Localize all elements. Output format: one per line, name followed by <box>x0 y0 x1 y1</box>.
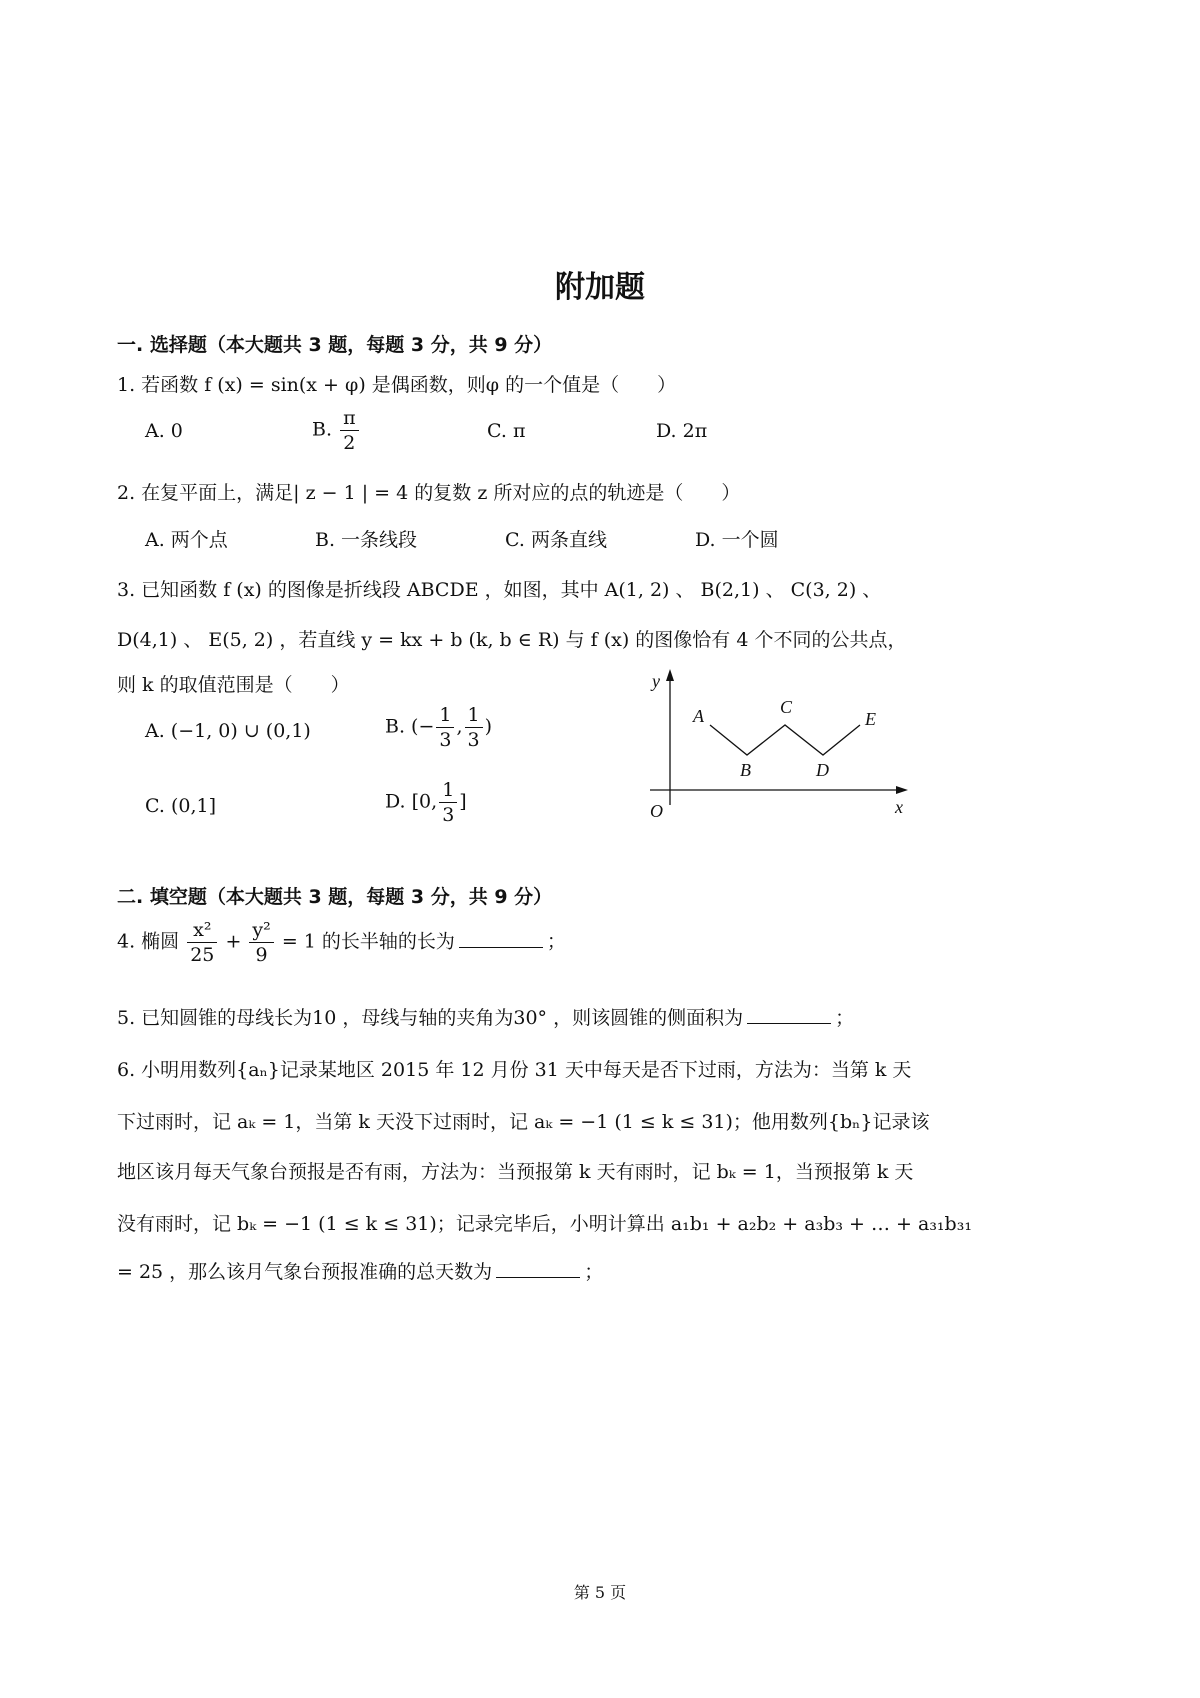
page-title: 附加题 <box>555 270 645 305</box>
y-axis-arrow <box>666 669 674 681</box>
q4-prefix: 4. 椭圆 <box>117 930 180 953</box>
q3-d-num: 1 <box>439 778 457 803</box>
q1-option-b-fraction <box>340 406 359 455</box>
q5-text: 5. 已知圆锥的母线长为10 ，母线与轴的夹角为30° ，则该圆锥的侧面积为 <box>117 1007 744 1029</box>
q4-line <box>117 918 566 967</box>
q4-end: ； <box>546 930 566 953</box>
q3-b-prefix: B. (− <box>385 715 435 738</box>
q6-answer-blank[interactable] <box>496 1259 580 1278</box>
q4-fraction-x <box>187 918 217 967</box>
q1-option-b-label: B. <box>312 418 333 441</box>
x-axis-label: x <box>895 797 903 817</box>
x-axis-arrow <box>896 786 908 794</box>
q6-end: ； <box>584 1261 604 1283</box>
q4-num-x: x² <box>187 918 217 943</box>
q3-polyline-graph <box>630 665 920 825</box>
q3-b-fraction-2 <box>465 703 483 752</box>
q5-line <box>117 1003 854 1030</box>
q6-line-3: 地区该月每天气象台预报是否有雨，方法为：当预报第 k 天有雨时，记 bₖ = 1，当预报第 k 天 <box>117 1161 914 1183</box>
point-d-label: D <box>816 760 829 780</box>
section-1-heading: 一. 选择题（本大题共 3 题，每题 3 分，共 9 分） <box>117 334 553 356</box>
q4-suffix: = 1 的长半轴的长为 <box>281 930 455 953</box>
q4-num-y: y² <box>249 918 273 943</box>
q5-end: ； <box>835 1007 855 1029</box>
q6-line-2: 下过雨时，记 aₖ = 1，当第 k 天没下过雨时，记 aₖ = −1 (1 ≤ k ≤ 31)；他用数列{bₙ}记录该 <box>117 1111 930 1133</box>
point-a-label: A <box>693 706 704 726</box>
section-2-heading: 二. 填空题（本大题共 3 题，每题 3 分，共 9 分） <box>117 886 553 908</box>
q1-option-c: C. π <box>487 420 526 442</box>
q4-den-x: 25 <box>190 944 215 966</box>
q3-b-num-2: 1 <box>465 703 483 728</box>
q6-line-4: 没有雨时，记 bₖ = −1 (1 ≤ k ≤ 31)；记录完毕后，小明计算出 a₁b₁ + a₂b₂ + a₃b₃ + … + a₃₁b₃₁ <box>117 1213 972 1235</box>
polyline-abcde <box>710 725 860 755</box>
q1-option-d: D. 2π <box>656 420 708 442</box>
q2-option-b: B. 一条线段 <box>315 529 418 551</box>
q2-option-a: A. 两个点 <box>145 529 228 551</box>
point-c-label: C <box>780 697 793 717</box>
q4-answer-blank[interactable] <box>459 929 543 948</box>
q6-line-5 <box>117 1257 603 1284</box>
q3-b-comma: , <box>456 715 463 738</box>
q6-line-1: 6. 小明用数列{aₙ}记录某地区 2015 年 12 月份 31 天中每天是否下过雨，方法为：当第 k 天 <box>117 1059 912 1081</box>
origin-label: O <box>650 801 663 821</box>
q3-b-den-1: 3 <box>439 729 452 751</box>
q3-option-c: C. (0,1] <box>145 795 216 817</box>
q3-d-suffix: ] <box>459 790 467 813</box>
q1-option-a: A. 0 <box>145 420 183 442</box>
q3-d-prefix: D. [0, <box>385 790 438 813</box>
q3-option-d <box>385 778 467 827</box>
q2-stem: 2. 在复平面上，满足| z − 1 | = 4 的复数 z 所对应的点的轨迹是（ ） <box>117 482 741 504</box>
q2-option-c: C. 两条直线 <box>505 529 607 551</box>
q6-line-5-text: = 25 ，那么该月气象台预报准确的总天数为 <box>117 1261 493 1283</box>
q1-option-b <box>312 406 361 455</box>
q3-line-1: 3. 已知函数 f (x) 的图像是折线段 ABCDE ，如图，其中 A(1, 2) 、 B(2,1) 、 C(3, 2) 、 <box>117 579 882 601</box>
q4-fraction-y <box>249 918 273 967</box>
q1-b-denominator: 2 <box>343 432 356 454</box>
q3-d-den: 3 <box>442 804 455 826</box>
point-b-label: B <box>740 760 751 780</box>
q3-option-b <box>385 703 492 752</box>
q3-b-num-1: 1 <box>436 703 454 728</box>
q1-stem: 1. 若函数 f (x) = sin(x + φ) 是偶函数，则φ 的一个值是（ ） <box>117 374 677 396</box>
q3-line-2: D(4,1) 、 E(5, 2) ，若直线 y = kx + b (k, b ∈ R) 与 f (x) 的图像恰有 4 个不同的公共点， <box>117 629 907 651</box>
q3-b-fraction-1 <box>436 703 454 752</box>
q5-answer-blank[interactable] <box>747 1005 831 1024</box>
point-e-label: E <box>865 709 876 729</box>
q1-b-numerator: π <box>340 406 359 431</box>
q3-b-suffix: ) <box>484 715 493 738</box>
q3-d-fraction <box>439 778 457 827</box>
page-number: 第 5 页 <box>573 1583 627 1602</box>
q4-plus: + <box>225 930 242 953</box>
q3-line-3: 则 k 的取值范围是（ ） <box>117 674 350 696</box>
q3-option-a: A. (−1, 0) ∪ (0,1) <box>145 720 311 742</box>
q4-den-y: 9 <box>255 944 268 966</box>
q2-option-d: D. 一个圆 <box>695 529 779 551</box>
y-axis-label: y <box>652 671 660 691</box>
q3-b-den-2: 3 <box>467 729 480 751</box>
